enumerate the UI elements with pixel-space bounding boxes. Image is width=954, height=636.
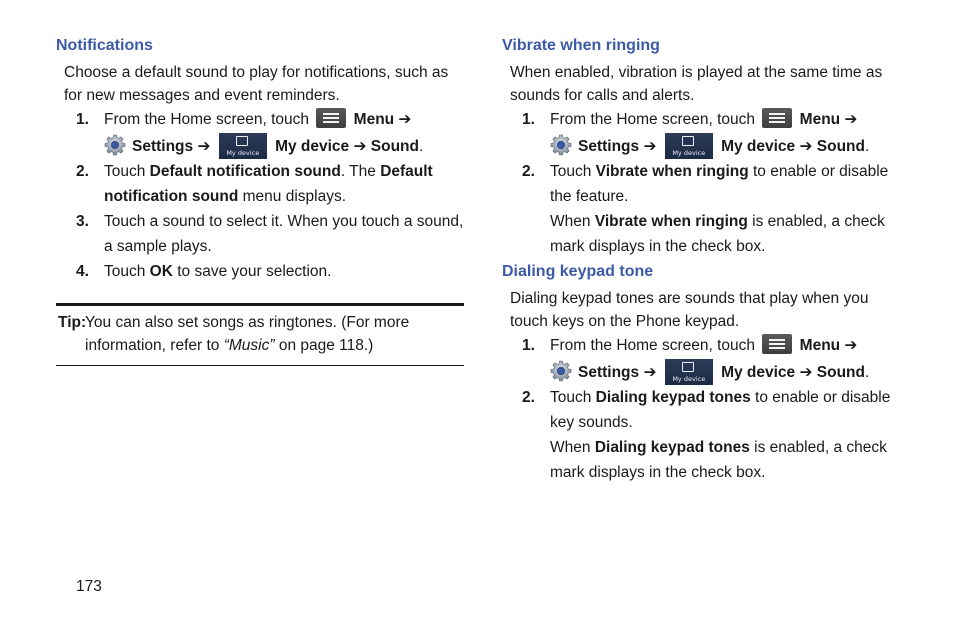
section-heading-vibrate: Vibrate when ringing [502, 37, 660, 54]
music-reference: “Music” [223, 336, 275, 354]
notifications-steps [56, 108, 464, 285]
right-column [502, 36, 902, 485]
menu-icon [762, 334, 792, 354]
vibrate-note: When Vibrate when ringing is enabled, a check mark displays in the check box. [550, 213, 885, 255]
page-number: 173 [76, 578, 102, 595]
notifications-intro: Choose a default sound to play for notifications, such as for new messages and event reminders. [64, 64, 449, 104]
dialing-note: When Dialing keypad tones is enabled, a check mark displays in the check box. [550, 439, 887, 481]
menu-icon [316, 108, 346, 128]
gear-icon [550, 134, 572, 156]
my-device-icon: My device [665, 133, 713, 159]
step-2: 2. Touch Dialing keypad tones to enable or disable key sounds. [522, 389, 891, 431]
step-4: 4. Touch OK to save your selection. [76, 263, 332, 280]
tip-label: Tip: [58, 313, 87, 331]
section-heading-notifications: Notifications [56, 37, 153, 54]
dialing-steps [502, 334, 902, 435]
left-column [56, 36, 464, 366]
step-2: 2. Touch Default notification sound. The Default notification sound menu displays. [76, 163, 433, 205]
section-heading-dialing: Dialing keypad tone [502, 263, 654, 280]
step-1: 1. From the Home screen, touch Menu ➔ Settings ➔ My device My device ➔ Sound. [502, 334, 902, 385]
tip-box [56, 303, 464, 366]
step-1: 1. From the Home screen, touch Menu ➔ Settings ➔ My device My device ➔ Sound. [502, 108, 902, 159]
gear-icon [104, 134, 126, 156]
menu-icon [762, 108, 792, 128]
dialing-intro: Dialing keypad tones are sounds that play when you touch keys on the Phone keypad. [510, 290, 869, 330]
vibrate-steps [502, 108, 902, 209]
my-device-icon: My device [219, 133, 267, 159]
my-device-icon: My device [665, 359, 713, 385]
step-2: 2. Touch Vibrate when ringing to enable or disable the feature. [522, 163, 889, 205]
gear-icon [550, 360, 572, 382]
step-3: 3. Touch a sound to select it. When you touch a sound, a sample plays. [76, 213, 464, 255]
tip-text: You can also set songs as ringtones. (For more information, refer to “Music” on page 118.) [85, 313, 410, 354]
step-1: 1. From the Home screen, touch Menu ➔ Settings ➔ My device My device ➔ Sound. [56, 108, 464, 159]
vibrate-intro: When enabled, vibration is played at the same time as sounds for calls and alerts. [510, 64, 883, 104]
